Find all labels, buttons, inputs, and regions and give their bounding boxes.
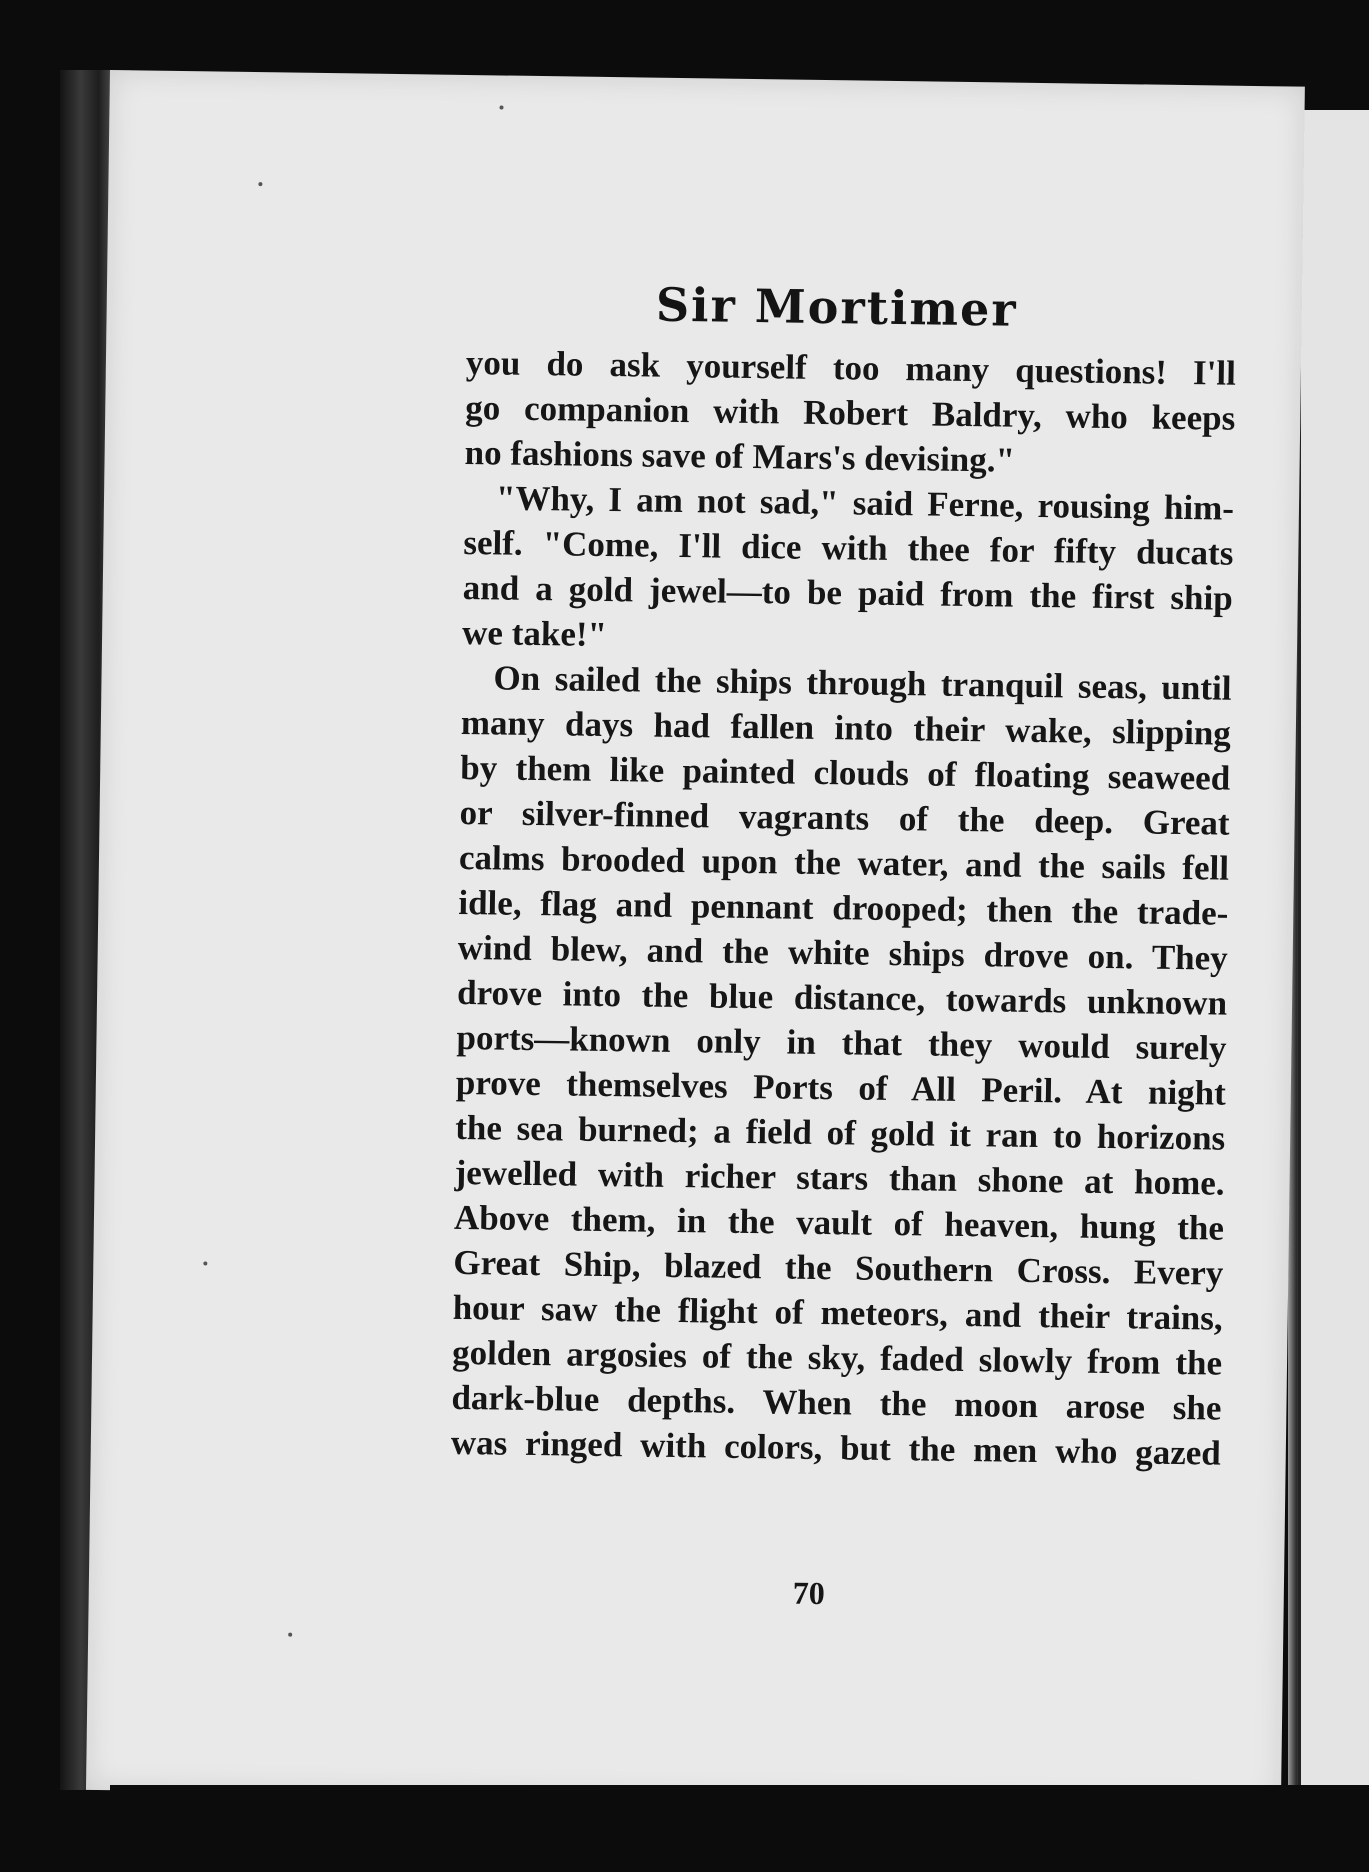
text-line: "Why, I am not sad," said Ferne, rousing him-	[495, 478, 1235, 528]
page-number: 70	[792, 1574, 826, 1612]
facing-page	[1298, 110, 1369, 1810]
text-line: no fashions save of Mars's devising."	[464, 432, 1016, 480]
text-line: Above them, in the vault of heaven, hung the	[453, 1197, 1225, 1248]
text-line: calms brooded upon the water, and the sails fell	[458, 837, 1230, 888]
running-head: Sir Mortimer	[655, 277, 1018, 337]
text-line: by them like painted clouds of floating seaweed	[460, 747, 1231, 798]
text-line: dark-blue depths. When the moon arose she	[451, 1377, 1222, 1428]
paper-speck	[203, 1261, 207, 1265]
text-line: the sea burned; a field of gold it ran to horizons	[454, 1107, 1226, 1158]
text-line: prove themselves Ports of All Peril. At night	[455, 1062, 1227, 1113]
text-line: and a gold jewel—to be paid from the first ship	[462, 567, 1234, 618]
text-line: drove into the blue distance, towards unknown	[456, 972, 1228, 1023]
book-page	[86, 70, 1305, 1807]
text-line: you do ask yourself too many questions! I'll	[465, 343, 1237, 393]
paper-speck	[499, 105, 503, 109]
paper-speck	[258, 182, 262, 186]
text-line: hour saw the flight of meteors, and their trains,	[452, 1287, 1223, 1338]
text-line: or silver-finned vagrants of the deep. Great	[459, 792, 1230, 843]
text-line: Great Ship, blazed the Southern Cross. Every	[453, 1242, 1224, 1293]
text-line: wind blew, and the white ships drove on. They	[457, 927, 1228, 978]
text-line: many days had fallen into their wake, slipping	[460, 702, 1232, 753]
text-line: golden argosies of the sky, faded slowly from the	[451, 1332, 1223, 1383]
text-line: ports—known only in that they would surely	[456, 1017, 1227, 1068]
text-line: self. "Come, I'll dice with thee for fifty ducats	[463, 522, 1234, 573]
text-line: idle, flag and pennant drooped; then the trade-	[458, 882, 1229, 933]
text-line: go companion with Robert Baldry, who keeps	[465, 387, 1236, 438]
text-line: jewelled with richer stars than shone at home.	[454, 1152, 1225, 1203]
text-line: we take!"	[461, 612, 608, 654]
text-line: On sailed the ships through tranquil seas, until	[493, 658, 1232, 708]
paper-speck	[288, 1633, 292, 1637]
text-line: was ringed with colors, but the men who gazed	[450, 1422, 1222, 1473]
bottom-shadow	[110, 1785, 1369, 1872]
body-text	[451, 340, 1237, 1476]
